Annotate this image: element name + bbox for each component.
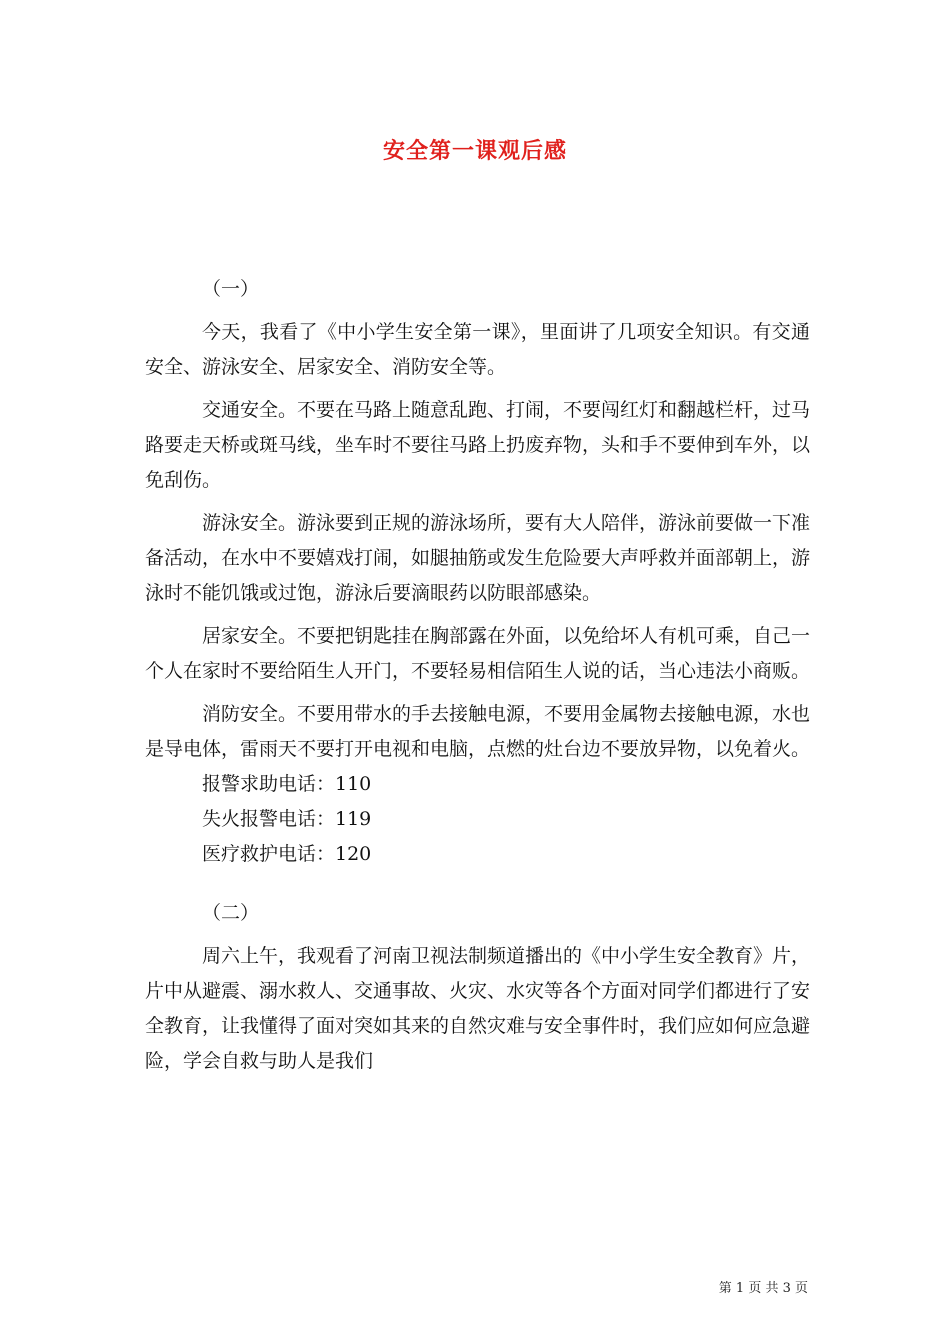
paragraph: 周六上午，我观看了河南卫视法制频道播出的《中小学生安全教育》片，片中从避震、溺水救人、交通事故、火灾、水灾等各个方面对同学们都进行了安全教育，让我懂得了面对突如其来的自然灾难与安全事件时，我们应如何应急避险，学会自救与助人是我们 xyxy=(145,945,811,1072)
paragraph: 今天，我看了《中小学生安全第一课》，里面讲了几项安全知识。有交通安全、游泳安全、居家安全、消防安全等。 xyxy=(145,321,810,378)
page-indicator: 第 1 页 共 3 页 xyxy=(718,1281,808,1296)
paragraph: 居家安全。不要把钥匙挂在胸部露在外面，以免给坏人有机可乘，自己一个人在家时不要给陌生人开门，不要轻易相信陌生人说的话，当心违法小商贩。 xyxy=(145,625,811,682)
phone-line: 报警求助电话：110 xyxy=(202,773,372,795)
paragraph: 消防安全。不要用带水的手去接触电源，不要用金属物去接触电源，水也是导电体，雷雨天不要打开电视和电脑，点燃的灶台边不要放异物，以免着火。 xyxy=(145,703,811,760)
section-2-label: （二） xyxy=(202,902,260,924)
phone-line: 失火报警电话：119 xyxy=(202,808,372,830)
phone-line: 医疗救护电话：120 xyxy=(202,843,372,865)
paragraph: 交通安全。不要在马路上随意乱跑、打闹，不要闯红灯和翻越栏杆，过马路要走天桥或斑马线，坐车时不要往马路上扔废弃物，头和手不要伸到车外，以免刮伤。 xyxy=(145,399,811,491)
section-1-label: （一） xyxy=(202,278,260,300)
document-title: 安全第一课观后感 xyxy=(382,138,567,164)
paragraph: 游泳安全。游泳要到正规的游泳场所，要有大人陪伴，游泳前要做一下准备活动，在水中不要嬉戏打闹，如腿抽筋或发生危险要大声呼救并面部朝上，游泳时不能饥饿或过饱，游泳后要滴眼药以防眼部感染。 xyxy=(145,512,811,604)
document-body xyxy=(145,272,810,1079)
